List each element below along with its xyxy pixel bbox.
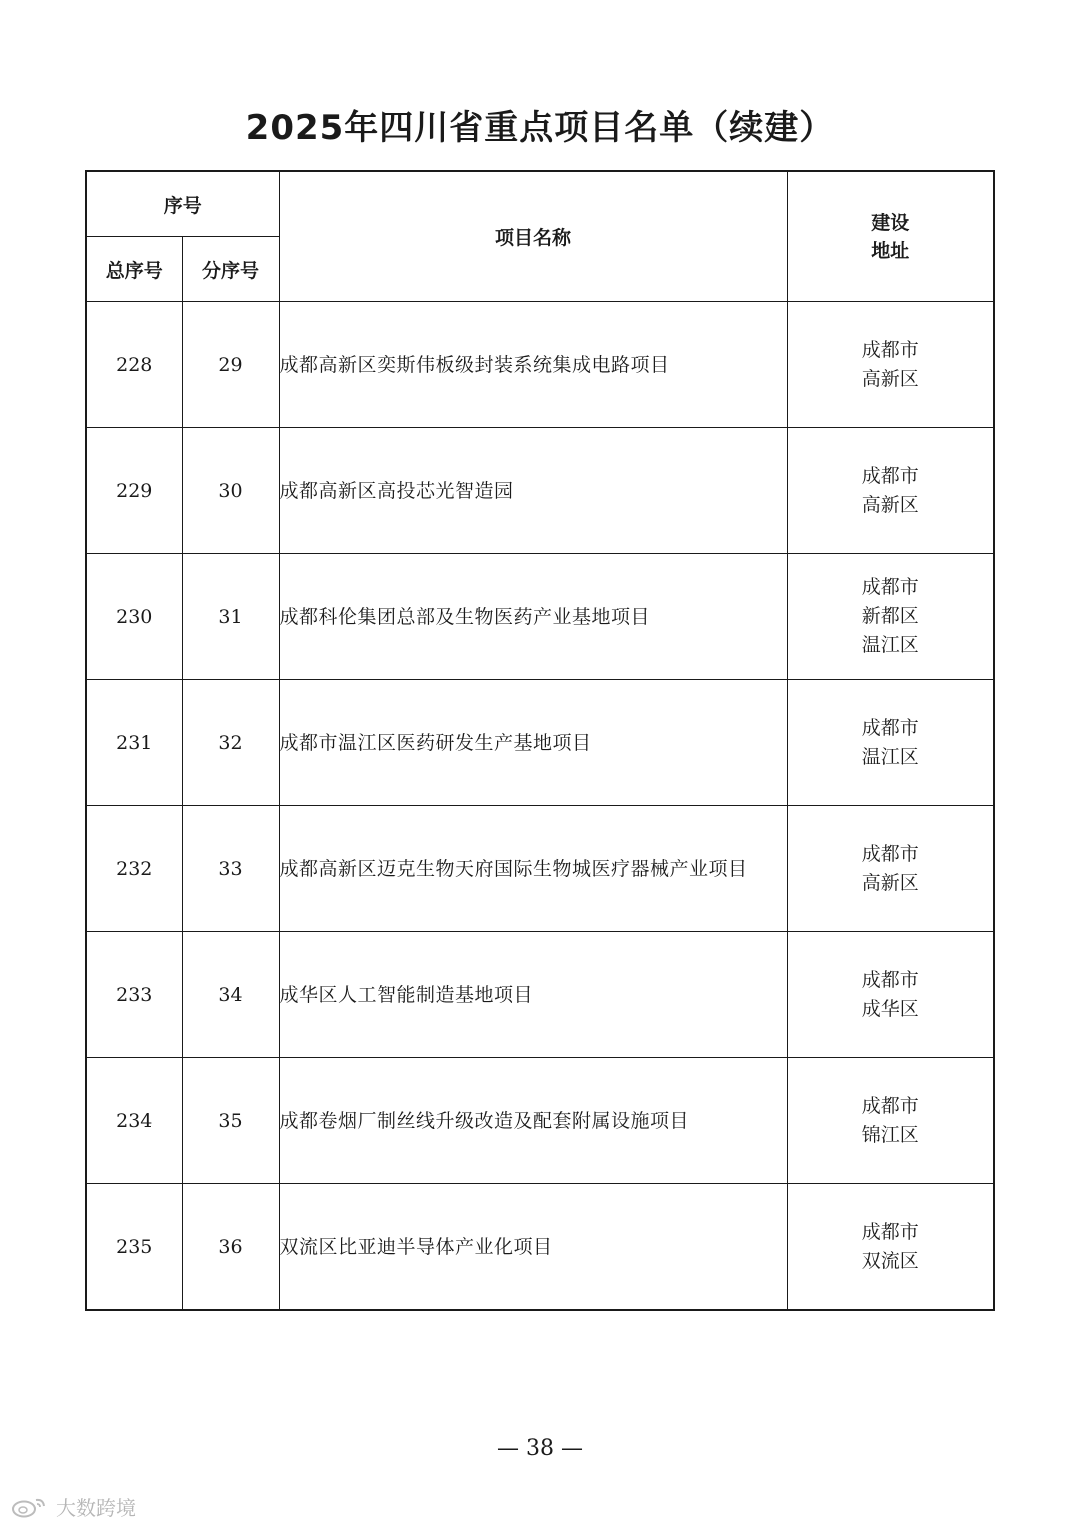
project-table	[85, 170, 995, 1311]
total-serial-cell: 229	[86, 428, 182, 554]
total-serial-cell: 234	[86, 1058, 182, 1184]
location-line: 成都市	[861, 1220, 919, 1243]
sub-serial-cell: 30	[182, 428, 279, 554]
table-row	[86, 428, 994, 554]
table-row	[86, 302, 994, 428]
location-line: 高新区	[861, 871, 919, 894]
sub-serial-cell: 32	[182, 680, 279, 806]
project-name-cell: 成都科伦集团总部及生物医药产业基地项目	[279, 554, 787, 680]
table-row	[86, 554, 994, 680]
location-line: 成都市	[861, 842, 919, 865]
location-line: 温江区	[861, 745, 919, 768]
table-row	[86, 680, 994, 806]
location-line: 成都市	[861, 968, 919, 991]
location-cell	[787, 680, 994, 806]
sub-serial-cell: 29	[182, 302, 279, 428]
sub-serial-cell: 35	[182, 1058, 279, 1184]
location-cell	[787, 806, 994, 932]
location-line: 新都区	[861, 605, 919, 627]
weibo-logo-icon	[10, 1496, 50, 1518]
location-cell	[787, 932, 994, 1058]
table-row	[86, 932, 994, 1058]
location-line: 成都市	[861, 464, 919, 487]
total-serial-cell: 230	[86, 554, 182, 680]
project-name-cell: 成都高新区奕斯伟板级封装系统集成电路项目	[279, 302, 787, 428]
location-line: 双流区	[861, 1249, 919, 1272]
project-name-cell: 成都卷烟厂制丝线升级改造及配套附属设施项目	[279, 1058, 787, 1184]
sub-serial-cell: 33	[182, 806, 279, 932]
location-line: 锦江区	[861, 1123, 919, 1146]
location-line: 成都市	[861, 576, 919, 598]
location-cell	[787, 554, 994, 680]
total-serial-cell: 235	[86, 1184, 182, 1311]
header-serial-group: 序号	[86, 171, 279, 237]
project-name-cell: 成都市温江区医药研发生产基地项目	[279, 680, 787, 806]
watermark	[10, 1492, 136, 1521]
location-line: 成都市	[861, 716, 919, 739]
header-project-name: 项目名称	[279, 171, 787, 302]
page-number: — 38 —	[497, 1436, 583, 1461]
header-sub-serial: 分序号	[182, 237, 279, 302]
location-line: 成华区	[861, 997, 919, 1020]
total-serial-cell: 233	[86, 932, 182, 1058]
header-location-text: 建设地址	[871, 211, 910, 262]
location-line: 温江区	[861, 634, 919, 656]
location-cell	[787, 428, 994, 554]
location-cell	[787, 1058, 994, 1184]
watermark-text: 大数跨境	[56, 1496, 136, 1520]
project-name-cell: 成华区人工智能制造基地项目	[279, 932, 787, 1058]
location-line: 高新区	[861, 367, 919, 390]
sub-serial-cell: 34	[182, 932, 279, 1058]
sub-serial-cell: 36	[182, 1184, 279, 1311]
location-line: 高新区	[861, 493, 919, 516]
project-name-cell: 成都高新区迈克生物天府国际生物城医疗器械产业项目	[279, 806, 787, 932]
sub-serial-cell: 31	[182, 554, 279, 680]
total-serial-cell: 231	[86, 680, 182, 806]
table-row	[86, 1058, 994, 1184]
table-row	[86, 1184, 994, 1311]
document-title: 2025年四川省重点项目名单（续建）	[245, 108, 835, 148]
table-body	[86, 302, 994, 1311]
location-line: 成都市	[861, 338, 919, 361]
location-line: 成都市	[861, 1094, 919, 1117]
project-name-cell: 双流区比亚迪半导体产业化项目	[279, 1184, 787, 1311]
table-row	[86, 806, 994, 932]
location-cell	[787, 302, 994, 428]
total-serial-cell: 228	[86, 302, 182, 428]
header-total-serial: 总序号	[86, 237, 182, 302]
total-serial-cell: 232	[86, 806, 182, 932]
project-name-cell: 成都高新区高投芯光智造园	[279, 428, 787, 554]
location-cell	[787, 1184, 994, 1311]
header-location	[787, 171, 994, 302]
